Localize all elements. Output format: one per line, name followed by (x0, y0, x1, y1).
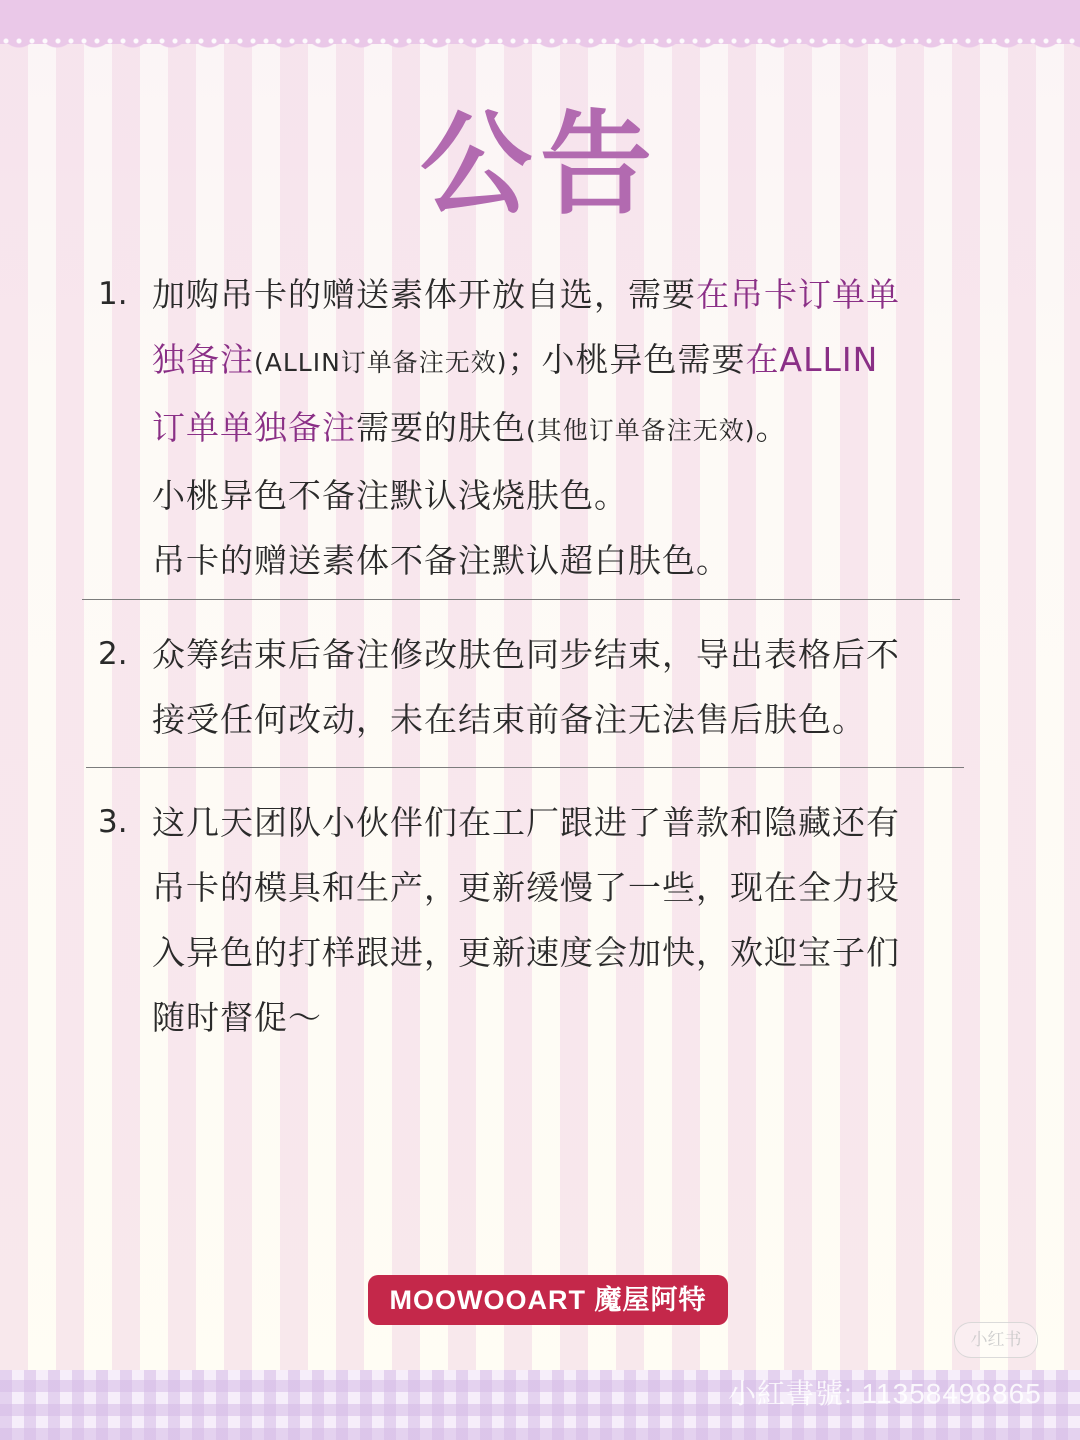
divider-line (82, 599, 960, 600)
xiaohongshu-logo-watermark: 小红书 (954, 1322, 1038, 1358)
body-line (152, 262, 964, 327)
body-line: 吊卡的模具和生产，更新缓慢了一些，现在全力投 (152, 868, 900, 907)
highlight-text: 独备注 (152, 340, 254, 379)
body-line (152, 327, 964, 395)
note-text: (ALLIN订单备注无效) (254, 348, 508, 377)
body-line: 众筹结束后备注修改肤色同步结束，导出表格后不 (152, 635, 900, 674)
highlight-text: 订单单独备注 (152, 408, 356, 447)
notice-item-2 (98, 622, 968, 757)
account-id-watermark: 小紅書號: 11358498865 (728, 1378, 1042, 1409)
text-segment: ；小桃异色需要 (507, 340, 746, 379)
item-number: 2. (98, 636, 128, 672)
notice-item-3 (98, 790, 968, 1055)
notice-item-1 (98, 262, 968, 592)
body-line: 随时督促～ (152, 998, 322, 1037)
text-segment: 加购吊卡的赠送素体开放自选，需要 (152, 275, 696, 314)
text-segment: 需要的肤色 (356, 408, 526, 447)
body-line: 小桃异色不备注默认浅烧肤色。 (152, 476, 628, 515)
item-body (152, 790, 964, 1050)
item-body (152, 622, 964, 752)
lace-dot-trim (0, 36, 1080, 46)
highlight-text: 在吊卡订单单 (696, 275, 900, 314)
body-line: 接受任何改动，未在结束前备注无法售后肤色。 (152, 700, 866, 739)
brand-badge: MOOWOOART 魔屋阿特 (368, 1275, 728, 1325)
page-title: 公告 (420, 100, 660, 230)
text-segment: 。 (755, 408, 790, 447)
note-text: (其他订单备注无效) (526, 416, 756, 445)
divider-line (86, 767, 964, 768)
body-line: 入异色的打样跟进，更新速度会加快，欢迎宝子们 (152, 933, 900, 972)
item-number: 3. (98, 804, 128, 840)
highlight-text: 在ALLIN (745, 340, 879, 379)
body-line: 这几天团队小伙伴们在工厂跟进了普款和隐藏还有 (152, 803, 900, 842)
lace-scallop-border (0, 30, 1080, 62)
body-line (152, 395, 964, 463)
item-number: 1. (98, 276, 128, 312)
item-body (152, 262, 964, 593)
body-line: 吊卡的赠送素体不备注默认超白肤色。 (152, 541, 730, 580)
